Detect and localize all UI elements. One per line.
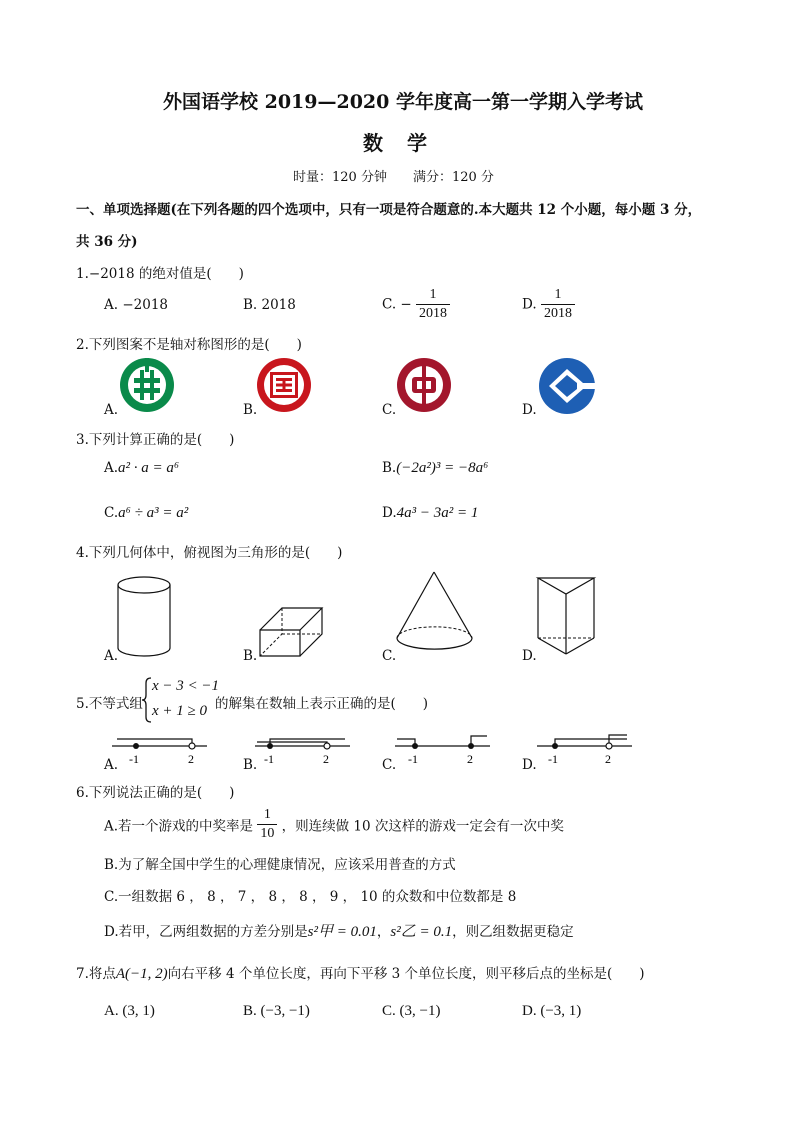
q6-d-expr1: s²甲 = 0.01: [307, 924, 377, 940]
q5-label-c: C.: [382, 757, 397, 773]
q5-numberline-a: [112, 732, 207, 766]
q6-a-prefix: A.若一个游戏的中奖率是: [104, 818, 254, 835]
q3-c-expr: a⁶ ÷ a³ = a²: [118, 505, 189, 521]
q6-a-fraction: [257, 806, 277, 843]
q3-option-d: [382, 505, 478, 522]
q1-stem: 1.−2018 的绝对值是( ): [76, 266, 244, 282]
q4-cylinder-figure: [116, 576, 172, 658]
q3-option-a: [104, 460, 179, 477]
q5-label-d: D.: [522, 757, 537, 773]
q6-stem: 6.下列说法正确的是( ): [76, 785, 235, 801]
q2-logo-b-icon: [256, 357, 312, 413]
q6-option-b: B.为了解全国中学生的心理健康情况，应该采用普查的方式: [104, 857, 456, 873]
q7-option-c: C. (3, −1): [382, 1003, 441, 1019]
q2-label-a: A.: [104, 402, 119, 418]
q2-label-c: C.: [382, 402, 397, 418]
q1-c-denominator: 2018: [419, 306, 448, 321]
q1-option-d: [522, 286, 575, 323]
q7-point: A(−1, 2): [115, 966, 168, 982]
q6-a-suffix: ，则连续做 10 次这样的游戏一定会有一次中奖: [281, 818, 564, 835]
q6-d-expr2: s²乙 = 0.1: [390, 924, 453, 940]
q4-label-d: D.: [522, 648, 537, 664]
q1-d-numerator: 1: [541, 286, 575, 305]
q5-a-tick-right: 2: [188, 752, 194, 766]
q6-option-a: [104, 806, 564, 843]
q1-option-a: A. −2018: [104, 297, 168, 313]
q5-label-a: A.: [104, 757, 119, 773]
q7-stem: [76, 962, 645, 983]
q1-option-c-prefix: C. −: [382, 296, 412, 313]
q3-d-expr: 4a³ − 3a² = 1: [396, 505, 479, 521]
q4-label-c: C.: [382, 648, 397, 664]
q5-b-tick-right: 2: [323, 752, 329, 766]
q3-d-label: D.: [382, 505, 397, 521]
q5-numberline-d: [537, 732, 632, 766]
exam-title: 外国语学校 2019—2020 学年度高一第一学期入学考试: [163, 91, 643, 113]
q4-label-b: B.: [243, 648, 258, 664]
q7-option-d: D. (−3, 1): [522, 1003, 582, 1019]
subject-title: 数 学: [363, 131, 429, 155]
q7-option-a: A. (3, 1): [104, 1003, 155, 1019]
q5-b-tick-left: -1: [264, 752, 274, 766]
q3-option-b: [382, 460, 488, 477]
section-heading-line1: 一、单项选择题(在下列各题的四个选项中，只有一项是符合题意的.本大题共 12 个小题，每小题 3 分，: [76, 202, 702, 218]
q7-option-b: B. (−3, −1): [243, 1003, 310, 1019]
q2-logo-c-icon: [396, 357, 452, 413]
q4-cone-figure: [394, 570, 476, 660]
q6-option-c: C.一组数据 6 ， 8 ， 7 ， 8 ， 8 ， 9 ， 10 的众数和中位数都是 8: [104, 889, 517, 905]
q2-label-d: D.: [522, 402, 537, 418]
q1-option-c: [382, 286, 450, 323]
q3-c-label: C.: [104, 505, 119, 521]
q2-logo-a-icon: [118, 356, 176, 414]
q1-option-c-fraction: [416, 286, 450, 323]
q6-d-prefix: D.若甲，乙两组数据的方差分别是: [104, 924, 308, 940]
q7-stem-suffix: 向右平移 4 个单位长度，再向下平移 3 个单位长度，则平移后点的坐标是( ): [167, 966, 645, 982]
q3-a-label: A.: [104, 460, 119, 476]
q5-numberline-c: [395, 732, 490, 766]
q3-option-c: [104, 505, 188, 522]
q7-stem-prefix: 7.将点: [76, 966, 116, 982]
section-heading-line2: 共 36 分): [76, 234, 138, 250]
q1-option-b: B. 2018: [243, 297, 296, 313]
q2-label-b: B.: [243, 402, 258, 418]
q6-d-suffix: ，则乙组数据更稳定: [452, 924, 574, 940]
q1-c-numerator: 1: [416, 286, 450, 305]
q5-label-b: B.: [243, 757, 258, 773]
q3-b-label: B.: [382, 460, 397, 476]
q4-cuboid-figure: [258, 604, 326, 660]
q5-stem-prefix: 5.不等式组: [76, 696, 143, 712]
q3-stem: 3.下列计算正确的是( ): [76, 432, 235, 448]
q6-option-d: D.若甲，乙两组数据的方差分别是s²甲 = 0.01，s²乙 = 0.1，则乙组数据更稳定: [104, 924, 574, 940]
q4-prism-figure: [536, 576, 598, 658]
q2-logo-d-icon: [537, 357, 597, 415]
q4-label-a: A.: [104, 648, 119, 664]
q5-d-tick-right: 2: [605, 752, 611, 766]
q4-stem: 4.下列几何体中，俯视图为三角形的是( ): [76, 545, 343, 561]
q1-d-denominator: 2018: [543, 306, 572, 321]
q1-option-d-fraction: [541, 286, 575, 323]
q5-inequality-2: x + 1 ≥ 0: [152, 703, 208, 719]
q5-inequality-1: x − 3 < −1: [152, 678, 220, 694]
q5-c-tick-right: 2: [467, 752, 473, 766]
q6-a-denominator: 10: [260, 826, 275, 841]
q5-d-tick-left: -1: [548, 752, 558, 766]
q1-option-d-prefix: D.: [522, 296, 537, 313]
q6-a-numerator: 1: [257, 806, 277, 825]
q5-stem-suffix: 的解集在数轴上表示正确的是( ): [215, 696, 429, 712]
q5-c-tick-left: -1: [408, 752, 418, 766]
q3-b-expr: (−2a²)³ = −8a⁶: [396, 460, 489, 476]
q5-system-brace: [142, 677, 152, 723]
q2-stem: 2.下列图案不是轴对称图形的是( ): [76, 337, 302, 353]
q3-a-expr: a² · a = a⁶: [118, 460, 180, 476]
exam-meta: 时量：120 分钟 满分：120 分: [293, 170, 494, 185]
q5-numberline-b: [255, 732, 350, 766]
q5-a-tick-left: -1: [129, 752, 139, 766]
